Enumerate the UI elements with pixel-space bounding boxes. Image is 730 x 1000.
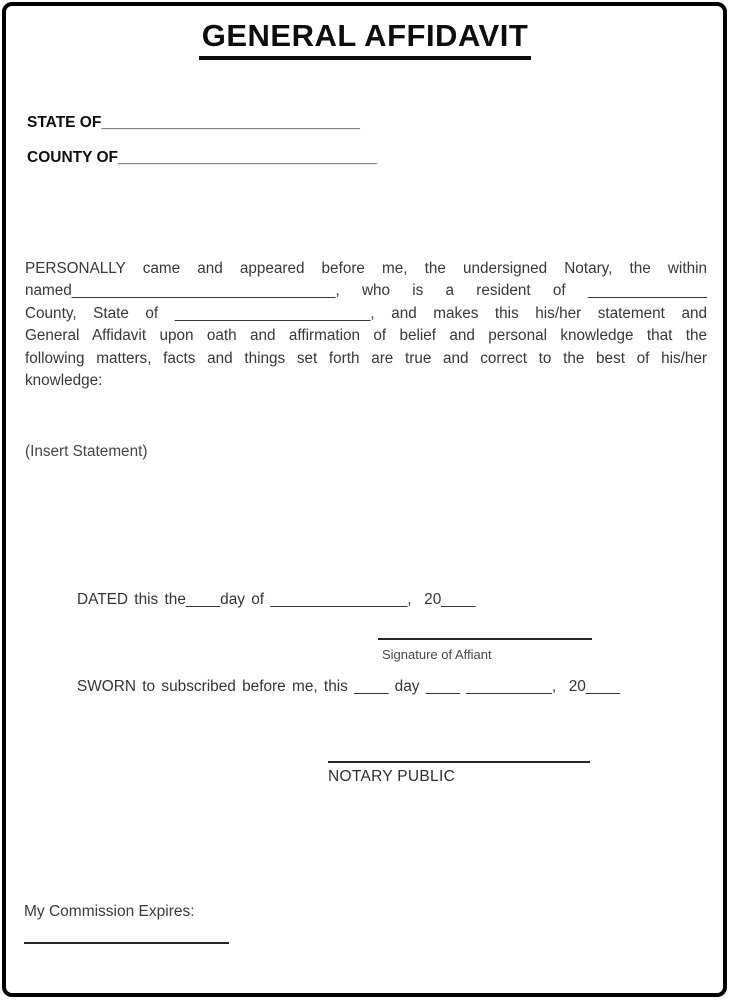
state-of-blank-field: ______________________________ (101, 114, 360, 131)
county-of-label: COUNTY OF (27, 149, 118, 166)
signature-of-affiant-label: Signature of Affiant (382, 647, 492, 662)
county-of-row (27, 148, 377, 168)
notary-public-label: NOTARY PUBLIC (328, 768, 456, 785)
affidavit-body-line: PERSONALLY came and appeared before me, the undersigned Notary, the within (25, 260, 707, 277)
commission-expires-label: My Commission Expires: (24, 903, 195, 920)
affidavit-body-line: following matters, facts and things set forth are true and correct to the best of his/her (25, 349, 707, 367)
sworn-line: SWORN to subscribed before me, this ____ day ____ __________, 20____ (77, 678, 621, 695)
commission-expires-line (24, 942, 229, 944)
insert-statement-placeholder: (Insert Statement) (25, 443, 148, 460)
notary-signature-line (328, 761, 590, 763)
affidavit-body-line: named_______________________________, who is a resident of ______________ (25, 282, 707, 300)
page-title: GENERAL AFFIDAVIT (199, 18, 532, 60)
county-of-blank-field: ______________________________ (118, 149, 377, 166)
affidavit-body-paragraph (25, 258, 707, 392)
state-of-row (27, 113, 360, 133)
dated-line: DATED this the____day of ________________, 20____ (77, 591, 476, 608)
affidavit-body-line: knowledge: (25, 372, 103, 390)
signature-of-affiant-line (378, 638, 592, 640)
affidavit-body-line: County, State of _______________________, and makes this his/her statement and (25, 304, 707, 322)
affidavit-body-line: General Affidavit upon oath and affirmation of belief and personal knowledge that the (25, 327, 707, 345)
state-of-label: STATE OF (27, 114, 102, 131)
document-header (0, 18, 730, 60)
